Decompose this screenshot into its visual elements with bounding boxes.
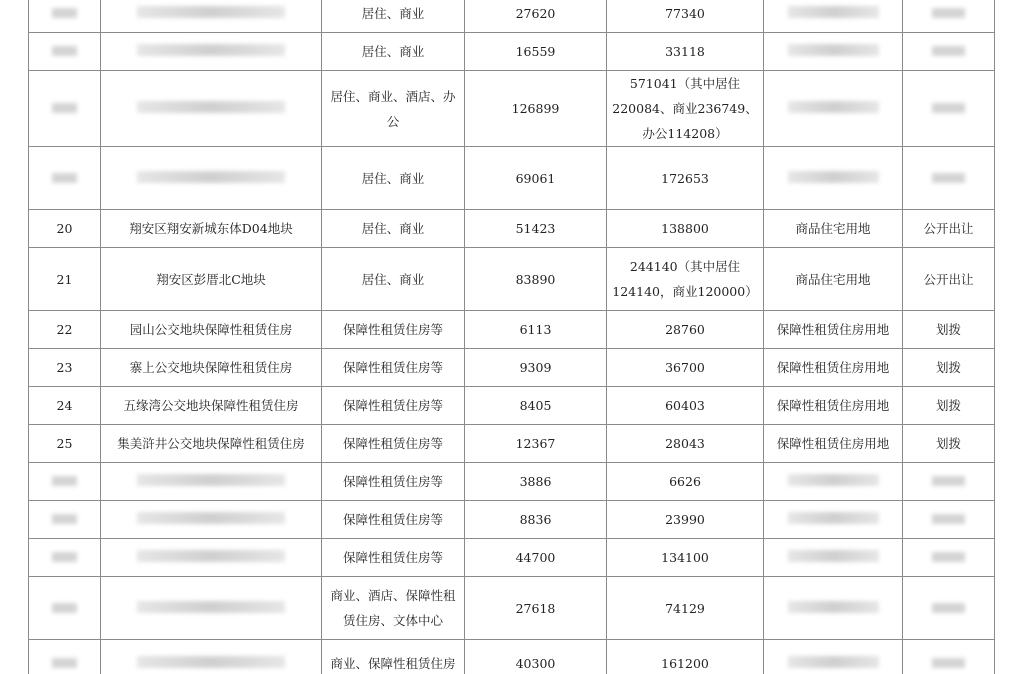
row-number-cell [29,0,101,33]
row-number-cell: 25 [29,425,101,463]
parcel-name-cell [101,640,322,674]
redacted-mark [52,8,77,18]
land-use-cell: 保障性租赁住房等 [322,349,465,387]
parcel-name-cell [101,463,322,501]
row-number-cell: 22 [29,311,101,349]
table-row [29,539,995,577]
supply-method-cell: 公开出让 [903,210,995,248]
supply-method-cell: 划拨 [903,311,995,349]
floor-area-cell: 28760 [607,311,764,349]
redacted-mark [932,103,965,113]
land-use-cell: 保障性租赁住房等 [322,425,465,463]
redacted-mark [932,603,965,613]
redacted-mark [788,550,879,562]
parcel-name-cell [101,501,322,539]
parcel-name-cell [101,33,322,71]
land-area-cell: 3886 [465,463,607,501]
land-type-cell: 保障性租赁住房用地 [764,311,903,349]
supply-method-cell [903,577,995,640]
redacted-mark [788,101,879,113]
land-area-cell: 126899 [465,71,607,147]
floor-area-cell: 138800 [607,210,764,248]
land-area-cell: 16559 [465,33,607,71]
table-row [29,311,995,349]
land-area-cell: 40300 [465,640,607,674]
land-use-cell: 保障性租赁住房等 [322,463,465,501]
redacted-mark [932,46,965,56]
table-row [29,0,995,33]
land-type-cell [764,71,903,147]
table-row [29,33,995,71]
land-use-cell: 居住、商业 [322,147,465,210]
land-use-cell: 保障性租赁住房等 [322,539,465,577]
row-number-cell [29,577,101,640]
supply-method-cell: 划拨 [903,425,995,463]
redacted-mark [788,512,879,524]
land-area-cell: 83890 [465,248,607,311]
parcel-name-cell [101,539,322,577]
land-area-cell: 69061 [465,147,607,210]
table-row [29,501,995,539]
land-area-cell: 51423 [465,210,607,248]
floor-area-cell: 571041（其中居住220084、商业236749、办公114208） [607,71,764,147]
redacted-mark [52,46,77,56]
land-type-cell [764,463,903,501]
redacted-mark [788,6,879,18]
land-use-cell: 居住、商业 [322,210,465,248]
land-type-cell [764,33,903,71]
row-number-cell [29,71,101,147]
parcel-name-cell: 五缘湾公交地块保障性租赁住房 [101,387,322,425]
land-type-cell [764,539,903,577]
parcel-name-cell: 园山公交地块保障性租赁住房 [101,311,322,349]
land-area-cell: 6113 [465,311,607,349]
redacted-mark [137,101,285,113]
land-type-cell [764,0,903,33]
table-row [29,577,995,640]
floor-area-cell: 23990 [607,501,764,539]
land-area-cell: 8405 [465,387,607,425]
redacted-mark [932,552,965,562]
supply-method-cell: 公开出让 [903,248,995,311]
land-type-cell [764,640,903,674]
supply-method-cell [903,147,995,210]
redacted-mark [137,601,285,613]
redacted-mark [788,656,879,668]
land-type-cell [764,147,903,210]
supply-method-cell: 划拨 [903,387,995,425]
redacted-mark [137,44,285,56]
land-type-cell [764,577,903,640]
land-use-cell: 保障性租赁住房等 [322,387,465,425]
redacted-mark [52,476,77,486]
table-row [29,387,995,425]
supply-method-cell [903,463,995,501]
row-number-cell: 23 [29,349,101,387]
floor-area-cell: 161200 [607,640,764,674]
redacted-mark [52,552,77,562]
land-supply-table [28,0,995,674]
floor-area-cell: 6626 [607,463,764,501]
land-type-cell: 保障性租赁住房用地 [764,387,903,425]
parcel-name-cell [101,0,322,33]
land-area-cell: 12367 [465,425,607,463]
parcel-name-cell: 翔安区彭厝北C地块 [101,248,322,311]
row-number-cell: 21 [29,248,101,311]
land-use-cell: 居住、商业、酒店、办公 [322,71,465,147]
land-area-cell: 8836 [465,501,607,539]
table-row [29,640,995,674]
redacted-mark [932,514,965,524]
land-type-cell [764,501,903,539]
redacted-mark [137,6,285,18]
land-use-cell: 居住、商业 [322,248,465,311]
redacted-mark [52,173,77,183]
land-type-cell: 商品住宅用地 [764,210,903,248]
row-number-cell: 20 [29,210,101,248]
table-row [29,147,995,210]
supply-method-cell [903,0,995,33]
redacted-mark [932,658,965,668]
row-number-cell [29,463,101,501]
land-area-cell: 44700 [465,539,607,577]
redacted-mark [788,601,879,613]
floor-area-cell: 74129 [607,577,764,640]
supply-method-cell [903,33,995,71]
floor-area-cell: 244140（其中居住124140，商业120000） [607,248,764,311]
land-area-cell: 27620 [465,0,607,33]
land-area-cell: 9309 [465,349,607,387]
supply-method-cell [903,539,995,577]
table-row [29,210,995,248]
row-number-cell [29,33,101,71]
redacted-mark [137,171,285,183]
floor-area-cell: 36700 [607,349,764,387]
supply-method-cell [903,640,995,674]
redacted-mark [52,103,77,113]
table-row [29,425,995,463]
redacted-mark [52,603,77,613]
row-number-cell [29,147,101,210]
redacted-mark [788,44,879,56]
redacted-mark [788,171,879,183]
parcel-name-cell [101,147,322,210]
floor-area-cell: 134100 [607,539,764,577]
land-area-cell: 27618 [465,577,607,640]
redacted-mark [52,514,77,524]
land-use-cell: 商业、酒店、保障性租赁住房、文体中心 [322,577,465,640]
redacted-mark [932,8,965,18]
land-use-cell: 保障性租赁住房等 [322,501,465,539]
redacted-mark [932,476,965,486]
land-use-cell: 居住、商业 [322,33,465,71]
floor-area-cell: 60403 [607,387,764,425]
supply-method-cell [903,71,995,147]
redacted-mark [137,512,285,524]
row-number-cell [29,501,101,539]
land-type-cell: 保障性租赁住房用地 [764,349,903,387]
parcel-name-cell: 翔安区翔安新城东体D04地块 [101,210,322,248]
land-use-cell: 保障性租赁住房等 [322,311,465,349]
land-use-cell: 居住、商业 [322,0,465,33]
floor-area-cell: 28043 [607,425,764,463]
land-type-cell: 保障性租赁住房用地 [764,425,903,463]
row-number-cell [29,539,101,577]
row-number-cell [29,640,101,674]
parcel-name-cell [101,577,322,640]
redacted-mark [137,474,285,486]
land-use-cell: 商业、保障性租赁住房 [322,640,465,674]
row-number-cell: 24 [29,387,101,425]
supply-method-cell: 划拨 [903,349,995,387]
land-type-cell: 商品住宅用地 [764,248,903,311]
floor-area-cell: 77340 [607,0,764,33]
parcel-name-cell [101,71,322,147]
parcel-name-cell: 寨上公交地块保障性租赁住房 [101,349,322,387]
table-body [29,0,995,674]
table-row [29,463,995,501]
floor-area-cell: 172653 [607,147,764,210]
redacted-mark [137,550,285,562]
redacted-mark [788,474,879,486]
parcel-name-cell: 集美浒井公交地块保障性租赁住房 [101,425,322,463]
redacted-mark [52,658,77,668]
redacted-mark [932,173,965,183]
floor-area-cell: 33118 [607,33,764,71]
redacted-mark [137,656,285,668]
table-row [29,248,995,311]
table-row [29,71,995,147]
table-row [29,349,995,387]
supply-method-cell [903,501,995,539]
